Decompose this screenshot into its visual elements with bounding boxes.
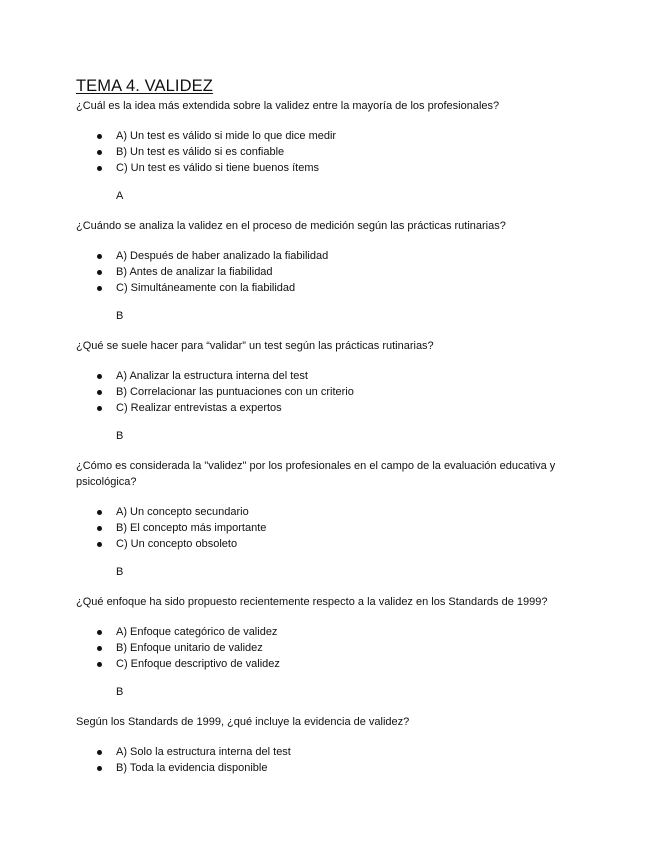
options-list	[76, 248, 566, 296]
option-label: B) Toda la evidencia disponible	[116, 762, 268, 774]
option-item	[76, 264, 566, 280]
bullet-icon	[97, 374, 102, 379]
option-item	[76, 280, 566, 296]
bullet-icon	[97, 510, 102, 515]
question-block	[76, 458, 566, 580]
bullet-icon	[97, 254, 102, 259]
bullet-icon	[97, 766, 102, 771]
question-block	[76, 714, 566, 776]
option-item	[76, 504, 566, 520]
options-list	[76, 624, 566, 672]
bullet-icon	[97, 526, 102, 531]
option-label: A) Un test es válido si mide lo que dice medir	[116, 130, 337, 142]
bullet-icon	[97, 390, 102, 395]
bullet-icon	[97, 166, 102, 171]
bullet-icon	[97, 286, 102, 291]
option-label: B) Un test es válido si es confiable	[116, 146, 285, 158]
bullet-icon	[97, 150, 102, 155]
option-item	[76, 248, 566, 264]
bullet-icon	[97, 750, 102, 755]
question-text: Según los Standards de 1999, ¿qué incluye la evidencia de validez?	[76, 716, 410, 728]
option-label: A) Enfoque categórico de validez	[116, 626, 278, 638]
option-label: C) Simultáneamente con la fiabilidad	[116, 282, 296, 294]
document-page	[76, 76, 566, 790]
answer-text: A	[116, 190, 124, 202]
answer-text: B	[116, 566, 124, 578]
option-item	[76, 656, 566, 672]
option-item	[76, 744, 566, 760]
question-block	[76, 98, 566, 204]
answer-text: B	[116, 310, 124, 322]
option-label: A) Analizar la estructura interna del test	[116, 370, 308, 382]
option-item	[76, 624, 566, 640]
option-item	[76, 128, 566, 144]
option-label: A) Solo la estructura interna del test	[116, 746, 291, 758]
answer-text: B	[116, 686, 124, 698]
option-label: B) Correlacionar las puntuaciones con un criterio	[116, 386, 354, 398]
question-text: ¿Qué enfoque ha sido propuesto recientemente respecto a la validez en los Standards de 1999?	[76, 596, 548, 608]
option-label: C) Enfoque descriptivo de validez	[116, 658, 280, 670]
option-label: B) Enfoque unitario de validez	[116, 642, 263, 654]
bullet-icon	[97, 270, 102, 275]
option-item	[76, 400, 566, 416]
document-title: TEMA 4. VALIDEZ	[76, 77, 213, 95]
option-item	[76, 160, 566, 176]
question-block	[76, 338, 566, 444]
bullet-icon	[97, 134, 102, 139]
question-text: ¿Cómo es considerada la "validez" por los profesionales en el campo de la evaluación educativa y psicológica?	[76, 460, 556, 488]
question-block	[76, 218, 566, 324]
option-label: C) Un test es válido si tiene buenos ítems	[116, 162, 319, 174]
option-item	[76, 368, 566, 384]
question-block	[76, 594, 566, 700]
bullet-icon	[97, 542, 102, 547]
option-item	[76, 520, 566, 536]
option-item	[76, 144, 566, 160]
option-item	[76, 384, 566, 400]
option-label: A) Después de haber analizado la fiabilidad	[116, 250, 329, 262]
option-item	[76, 760, 566, 776]
bullet-icon	[97, 630, 102, 635]
option-label: B) El concepto más importante	[116, 522, 267, 534]
bullet-icon	[97, 406, 102, 411]
bullet-icon	[97, 646, 102, 651]
question-text: ¿Cuál es la idea más extendida sobre la validez entre la mayoría de los profesionales?	[76, 100, 500, 112]
option-label: C) Un concepto obsoleto	[116, 538, 238, 550]
options-list	[76, 744, 566, 776]
options-list	[76, 128, 566, 176]
option-item	[76, 640, 566, 656]
option-label: C) Realizar entrevistas a expertos	[116, 402, 282, 414]
option-label: B) Antes de analizar la fiabilidad	[116, 266, 273, 278]
question-text: ¿Qué se suele hacer para “validar” un test según las prácticas rutinarias?	[76, 340, 434, 352]
answer-text: B	[116, 430, 124, 442]
option-label: A) Un concepto secundario	[116, 506, 249, 518]
options-list	[76, 504, 566, 552]
question-text: ¿Cuándo se analiza la validez en el proceso de medición según las prácticas rutinarias?	[76, 220, 506, 232]
option-item	[76, 536, 566, 552]
options-list	[76, 368, 566, 416]
bullet-icon	[97, 662, 102, 667]
